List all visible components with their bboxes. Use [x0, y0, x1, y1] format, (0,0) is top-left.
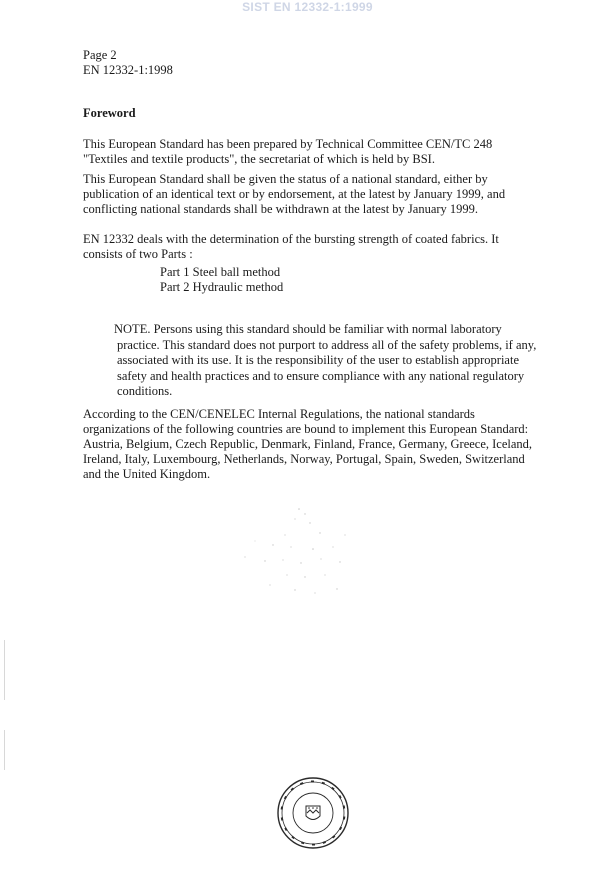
paragraph-countries [83, 407, 553, 482]
parts-list-item: Part 2 Hydraulic method [160, 280, 284, 294]
text-line: This European Standard has been prepared by Technical Committee CEN/TC 248 [83, 137, 493, 151]
paragraph-status [83, 172, 553, 217]
text-line: publication of an identical text or by endorsement, at the latest by January 1999, and [83, 187, 506, 201]
parts-list-item: Part 1 Steel ball method [160, 265, 281, 279]
section-heading: Foreword [83, 106, 136, 120]
text-line: and the United Kingdom. [83, 467, 211, 481]
text-line: According to the CEN/CENELEC Internal Regulations, the national standards [83, 407, 475, 421]
paragraph-committee [83, 137, 553, 167]
paragraph-scope [83, 232, 553, 262]
text-line: safety and health practices and to ensure compliance with any national regulatory [117, 368, 525, 383]
text-line: consists of two Parts : [83, 247, 193, 261]
text-line: conditions. [117, 384, 173, 398]
text-line: Austria, Belgium, Czech Republic, Denmark, Finland, France, Germany, Greece, Iceland, [83, 437, 533, 451]
safety-note [114, 322, 559, 400]
scan-edge-line [4, 640, 5, 700]
page-number: Page 2 [83, 48, 117, 62]
text-line: Ireland, Italy, Luxembourg, Netherlands, Norway, Portugal, Spain, Sweden, Switzerland [83, 452, 525, 466]
page-header [83, 48, 173, 78]
watermark-text: SIST EN 12332-1:1999 [242, 0, 373, 14]
text-line: This European Standard shall be given the status of a national standard, either by [83, 172, 488, 186]
scan-speckle-artifact [225, 505, 365, 605]
text-line: conflicting national standards shall be withdrawn at the latest by January 1999. [83, 202, 479, 216]
parts-list [160, 265, 283, 295]
text-line: associated with its use. It is the responsibility of the user to establish appropriate [117, 353, 520, 367]
institute-seal-stamp-icon [276, 776, 350, 850]
document-id: EN 12332-1:1998 [83, 63, 173, 77]
text-line: EN 12332 deals with the determination of the bursting strength of coated fabrics. It [83, 232, 499, 246]
text-line: organizations of the following countries are bound to implement this European Standard: [83, 422, 529, 436]
scan-edge-line [4, 730, 5, 770]
text-line: NOTE. Persons using this standard should be familiar with normal laboratory [114, 322, 502, 336]
text-line: "Textiles and textile products", the secretariat of which is held by BSI. [83, 152, 435, 166]
text-line: practice. This standard does not purport to address all of the safety problems, if any, [117, 337, 537, 352]
